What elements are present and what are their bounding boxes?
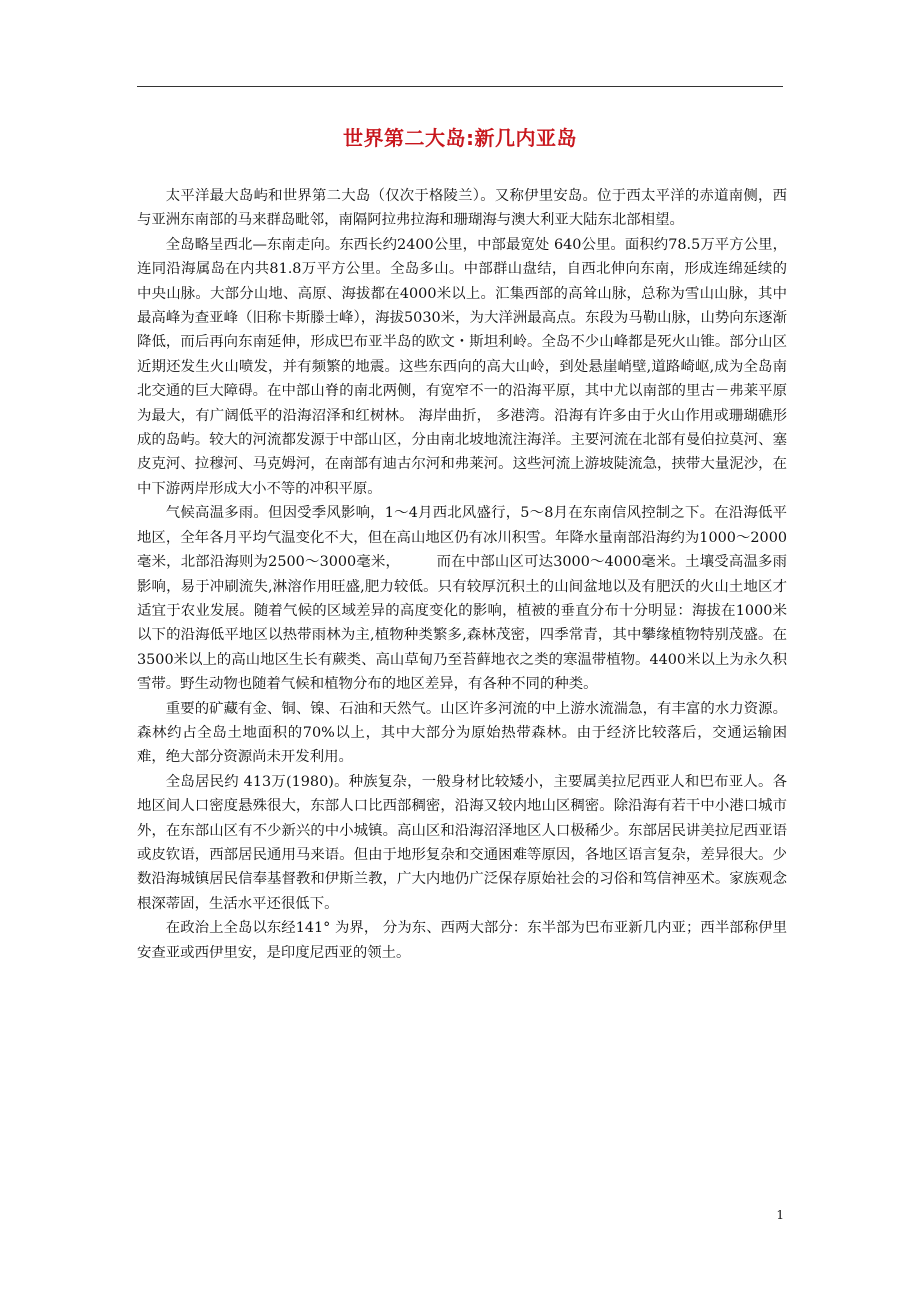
document-body <box>137 184 787 965</box>
paragraph-population: 全岛居民约 413万(1980)。种族复杂，一般身材比较矮小，主要属美拉尼西亚人和巴布亚人。各地区间人口密度悬殊很大，东部人口比西部稠密，沿海又较内地山区稠密。除沿海有若干中小港口城市外，在东部山区有不少新兴的中小城镇。高山区和沿海沼泽地区人口极稀少。东部居民讲美拉尼西亚语或皮钦语，西部居民通用马来语。但由于地形复杂和交通困难等原因，各地区语言复杂，差异很大。少数沿海城镇居民信奉基督教和伊斯兰教，广大内地仍广泛保存原始社会的习俗和笃信神巫术。家族观念根深蒂固，生活水平还很低下。 <box>137 773 787 912</box>
paragraph-politics: 在政治上全岛以东经141° 为界， 分为东、西两大部分：东半部为巴布亚新几内亚；西半部称伊里安查亚或西伊里安，是印度尼西亚的领土。 <box>137 920 787 961</box>
paragraph-intro: 太平洋最大岛屿和世界第二大岛（仅次于格陵兰）。又称伊里安岛。位于西太平洋的赤道南侧，西与亚洲东南部的马来群岛毗邻，南隔阿拉弗拉海和珊瑚海与澳大利亚大陆东北部相望。 <box>137 188 787 229</box>
page-number: 1 <box>776 1208 784 1222</box>
paragraph-terrain: 全岛略呈西北—东南走向。东西长约2400公里，中部最宽处 640公里。面积约78.5万平方公里，连同沿海属岛在内共81.8万平方公里。全岛多山。中部群山盘结，自西北伸向东南，形成连绵延续的中央山脉。大部分山地、高原、海拔都在4000米以上。汇集西部的高耸山脉，总称为雪山山脉，其中最高峰为查亚峰（旧称卡斯滕士峰），海拔5030米，为大洋洲最高点。东段为马勒山脉，山势向东逐渐降低，而后再向东南延伸，形成巴布亚半岛的欧文・斯坦利岭。全岛不少山峰都是死火山锥。部分山区近期还发生火山喷发，并有频繁的地震。这些东西向的高大山岭，到处悬崖峭壁,道路崎岖,成为全岛南北交通的巨大障碍。在中部山脊的南北两侧，有宽窄不一的沿海平原，其中尤以南部的里古－弗莱平原为最大，有广阔低平的沿海沼泽和红树林。 海岸曲折， 多港湾。沿海有许多由于火山作用或珊瑚礁形成的岛屿。较大的河流都发源于中部山区，分由南北坡地流注海洋。主要河流在北部有曼伯拉莫河、塞皮克河、拉穆河、马克姆河，在南部有迪古尔河和弗莱河。这些河流上游坡陡流急，挟带大量泥沙，在中下游两岸形成大小不等的冲积平原。 <box>137 236 787 497</box>
paragraph-resources: 重要的矿藏有金、铜、镍、石油和天然气。山区许多河流的中上游水流湍急，有丰富的水力资源。森林约占全岛土地面积的70%以上，其中大部分为原始热带森林。由于经济比较落后，交通运输困难，绝大部分资源尚未开发利用。 <box>137 700 787 766</box>
header-rule <box>137 86 783 87</box>
document-title: 世界第二大岛:新几内亚岛 <box>343 126 577 150</box>
paragraph-climate: 气候高温多雨。但因受季风影响，1～4月西北风盛行，5～8月在东南信风控制之下。在沿海低平地区，全年各月平均气温变化不大，但在高山地区仍有冰川积雪。年降水量南部沿海约为1000～2000毫米，北部沿海则为2500～3000毫米， 而在中部山区可达3000～4000毫米。土壤受高温多雨影响，易于冲刷流失,淋溶作用旺盛,肥力较低。只有较厚沉积土的山间盆地以及有肥沃的火山土地区才适宜于农业发展。随着气候的区域差异的高度变化的影响，植被的垂直分布十分明显：海拔在1000米以下的沿海低平地区以热带雨林为主,植物种类繁多,森林茂密，四季常青，其中攀缘植物特别茂盛。在3500米以上的高山地区生长有蕨类、高山草甸乃至苔藓地衣之类的寒温带植物。4400米以上为永久积雪带。野生动物也随着气候和植物分布的地区差异，有各种不同的种类。 <box>137 505 787 693</box>
